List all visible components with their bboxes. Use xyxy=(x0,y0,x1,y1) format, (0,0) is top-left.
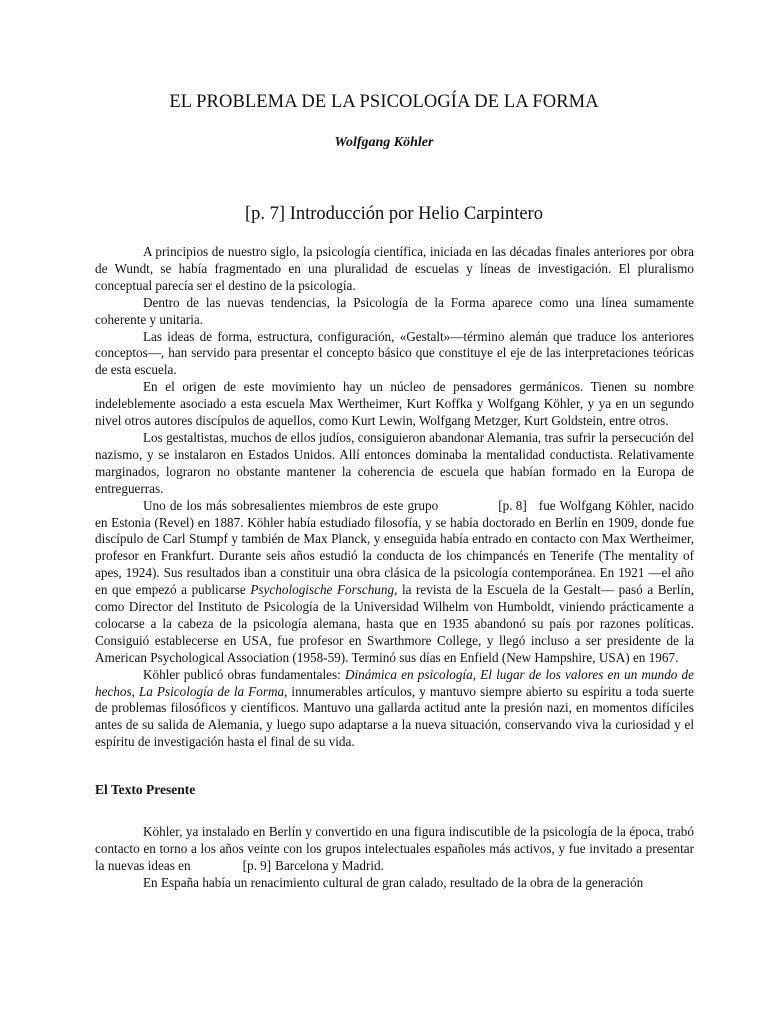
work-title: El lugar de los valores en un mundo de hechos xyxy=(95,666,694,699)
separator: , xyxy=(472,666,477,682)
page-marker: [p. 8] xyxy=(498,497,527,513)
paragraph xyxy=(95,498,694,667)
paragraph-text: Barcelona y Madrid. xyxy=(275,857,384,873)
paragraph: En España había un renacimiento cultural de gran calado, resultado de la obra de la generación xyxy=(143,874,644,890)
paragraph: Dentro de las nuevas tendencias, la Psicología de la Forma aparece como una línea sumamente coherente y unitaria. xyxy=(95,294,694,327)
body-text xyxy=(95,244,694,892)
paragraph-text: , innumerables artículos, y mantuvo siempre abierto su espíritu a toda suerte de problemas filosóficos y científicos. Mantuvo una gallarda actitud ante la presión nazi, en momentos difíciles antes de su salida de Alemania, y luego supo adaptarse a la nueva situación, conservando viva la curiosidad y el espíritu de investigación hasta el final de su vida. xyxy=(95,683,694,750)
document-title: EL PROBLEMA DE LA PSICOLOGÍA DE LA FORMA xyxy=(169,92,599,112)
paragraph: A principios de nuestro siglo, la psicología científica, iniciada en las décadas finales anteriores por obra de Wundt, se había fragmentado en una pluralidad de escuelas y líneas de investigación. El pluralismo conceptual parecía ser el destino de la psicología. xyxy=(95,244,694,293)
journal-title: Psychologische Forschung, xyxy=(250,582,398,598)
paragraph xyxy=(95,824,694,875)
paragraph-text: Köhler publicó obras fundamentales: xyxy=(143,666,341,682)
work-title: La Psicología de la Forma xyxy=(138,683,285,699)
work-title: Dinámica en psicología xyxy=(344,666,473,682)
paragraph: En el origen de este movimiento hay un núcleo de pensadores germánicos. Tienen su nombre indeleblemente asociado a esta escuela Max Wertheimer, Kurt Koffka y Wolfgang Köhler, y ya en un segundo nivel otros autores discípulos de aquellos, como Kurt Lewin, Wolfgang Metzger, Kurt Goldstein, entre otros. xyxy=(95,379,694,429)
paragraph xyxy=(95,667,694,752)
paragraph-text: Uno de los más sobresalientes miembros de este grupo xyxy=(143,497,439,513)
paragraph-text: fue Wolfgang Köhler, nacido en Estonia (Revel) en 1887. Köhler había estudiado filosofía, y se había doctorado en Berlín en 1909, donde fue discípulo de Carl Stumpf y también de Max Planck, y enseguida había entrado en contacto con Max Wertheimer, profesor en Frankfurt. Durante seis años estudió la conducta de los chimpancés en Tenerife (The mentality of apes, 1924). Sus resultados iban a constituir una obra clásica de la psicología contemporánea. En 1921 —el año en que empezó a publicarse xyxy=(95,497,694,598)
paragraph-text: la revista de la Escuela de la Gestalt— pasó a Berlín, como Director del Instituto de Psicología de la Universidad Wilhelm von Humboldt, viniendo prácticamente a colocarse a la cabeza de la psicología alemana, hasta que en 1935 abandonó su país por razones políticas. Consiguió establecerse en USA, fue profesor en Swarthmore College, y llegó incluso a ser presidente de la American Psychological Association (1958-59). Terminó sus días en Enfield (New Hampshire, USA) en 1967. xyxy=(95,582,694,665)
paragraph: Los gestaltistas, muchos de ellos judíos, consiguieron abandonar Alemania, tras sufrir la persecución del nazismo, y se instalaron en Estados Unidos. Allí entonces dominaba la mentalidad conductista. Relativamente marginados, lograron no obstante mantener la coherencia de escuela que habían formado en la Europa de entreguerras. xyxy=(95,429,694,496)
separator: , xyxy=(131,683,135,699)
paragraph: Las ideas de forma, estructura, configuración, «Gestalt»—término alemán que traduce los anteriores conceptos—, han servido para presentar el concepto básico que constituye el eje de las interpretaciones teóricas de esta escuela. xyxy=(95,328,694,378)
subsection-heading: El Texto Presente xyxy=(95,782,196,798)
paragraph-text: Köhler, ya instalado en Berlín y convertido en una figura indiscutible de la psicología de la época, trabó contacto en torno a los años veinte con los grupos intelectuales españoles más activos, y fue invitado a presentar la nuevas ideas en xyxy=(95,824,694,873)
section-title: [p. 7] Introducción por Helio Carpintero xyxy=(245,204,543,224)
author-name: Wolfgang Köhler xyxy=(334,135,434,150)
page-marker: [p. 9] xyxy=(242,857,272,873)
